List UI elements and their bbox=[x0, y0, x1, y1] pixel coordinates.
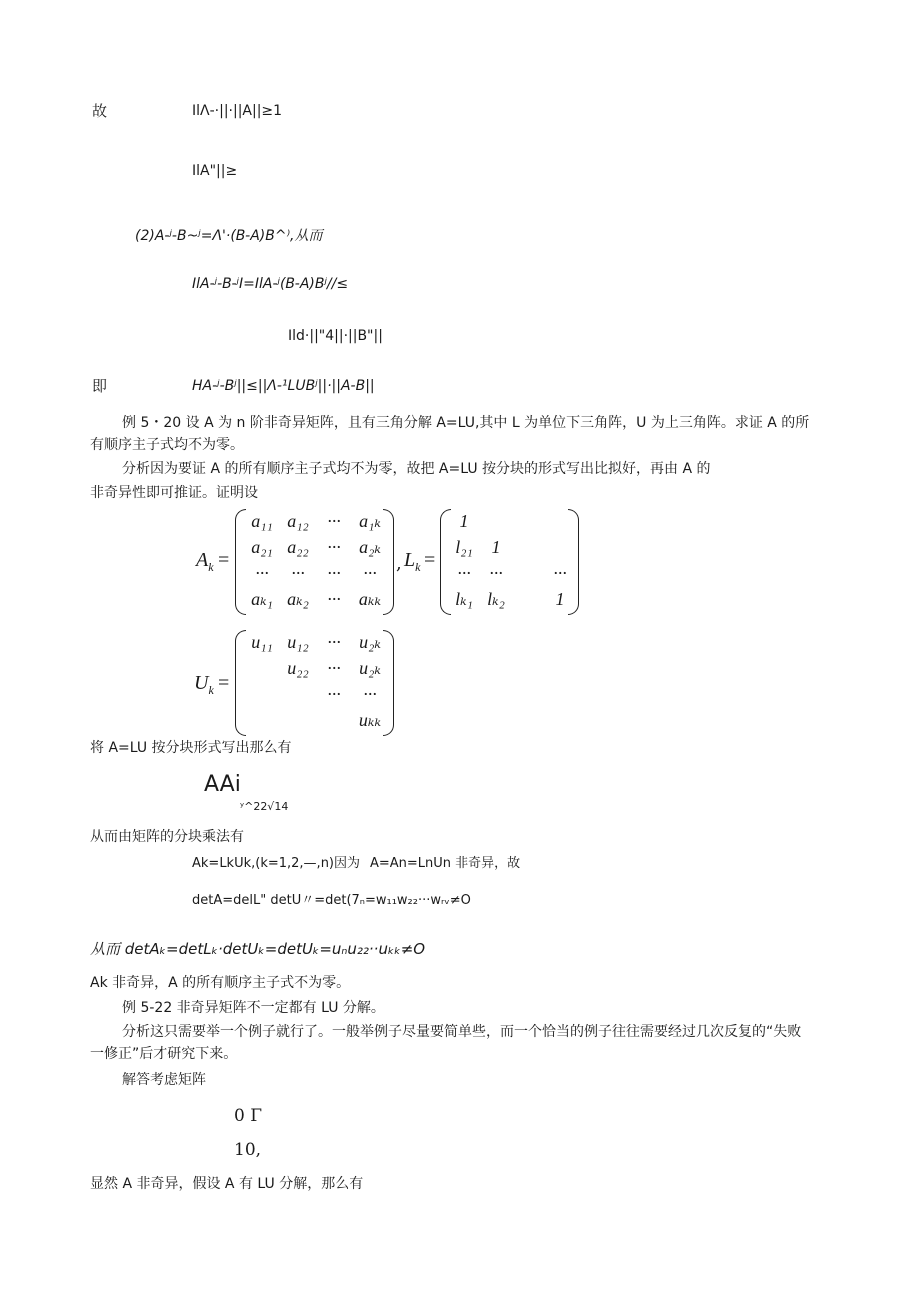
matrix-cell: ··· bbox=[553, 563, 567, 583]
formula-6: HA-ʲ-Bʲ||≤||Λ-¹LUBʲ||·||A-B|| bbox=[192, 378, 375, 394]
matrix-row-2: 10, bbox=[234, 1140, 262, 1160]
ji-label: 即 bbox=[92, 377, 108, 395]
matrix-cell: ··· bbox=[327, 537, 341, 557]
formula-1: IlΛ-·||·||A||≥1 bbox=[192, 103, 283, 119]
matrix-comma: , bbox=[396, 553, 402, 574]
matrix-cell: a₁₂ bbox=[287, 511, 309, 531]
matrix-cell: a₁ₖ bbox=[359, 511, 381, 531]
ak-line-2: A=An=LnUn 非奇异，故 bbox=[370, 856, 521, 871]
matrix-cell: a₂₁ bbox=[251, 537, 273, 557]
matrix-u-eq: = bbox=[218, 672, 230, 694]
formula-2: IlA"||≥ bbox=[192, 163, 238, 179]
matrix-cell: aₖ₁ bbox=[251, 589, 273, 609]
block-intro: 将 A=LU 按分块形式写出那么有 bbox=[90, 740, 292, 756]
matrix-cell: 1 bbox=[459, 511, 469, 531]
matrix-cell: ··· bbox=[327, 658, 341, 678]
formula-4: IlA-ʲ-B-ʲI=IlA-ʲ(B-A)Bʲ//≤ bbox=[192, 276, 349, 292]
matrix-a-k bbox=[190, 507, 400, 617]
matrix-cell: ··· bbox=[291, 563, 305, 583]
matrix-cell: ··· bbox=[327, 511, 341, 531]
answer bbox=[90, 1069, 810, 1091]
matrix-cell: a₁₁ bbox=[251, 511, 273, 531]
matrix-cell: ··· bbox=[327, 684, 341, 704]
matrix-cell: ··· bbox=[327, 563, 341, 583]
matrix-row-1: 0 Γ bbox=[234, 1106, 263, 1126]
final-line: 显然 A 非奇异，假设 A 有 LU 分解，那么有 bbox=[90, 1176, 364, 1192]
matrix-a-eq: = bbox=[218, 549, 230, 571]
matrix-cell: a₂₂ bbox=[287, 537, 309, 557]
matrix-cell: ··· bbox=[363, 563, 377, 583]
matrix-cell: u₁₂ bbox=[287, 632, 309, 652]
matrix-l-right-bracket bbox=[568, 509, 579, 615]
matrix-cell: 1 bbox=[491, 537, 501, 557]
matrix-l-label: $L_k$ bbox=[404, 549, 421, 574]
aai-big: AAi bbox=[204, 772, 241, 797]
analysis-1 bbox=[90, 458, 810, 480]
formula-3: (2)A-ʲ-B~ʲ=Λ'·(B-A)B^⁾,从而 bbox=[135, 228, 323, 244]
matrix-a-label: $A_k$ bbox=[196, 549, 214, 574]
aai-small: ʸ^22√14 bbox=[240, 800, 289, 813]
mult-line: 从而由矩阵的分块乘法有 bbox=[90, 829, 244, 845]
formula-5: Ild·||"4||·||B"|| bbox=[288, 328, 383, 344]
matrix-u-right-bracket bbox=[383, 630, 394, 736]
analysis-2-text: 分析这只需要举一个例子就行了。一般举例子尽量要简单些，而一个恰当的例子往往需要经过几次反复的“失败一修正”后才研究下来。 bbox=[90, 1024, 802, 1062]
example-5-20-text: 例 5・20 设 A 为 n 阶非奇异矩阵，且有三角分解 A=LU,其中 L 为单位下三角阵，U 为上三角阵。求证 A 的所有顺序主子式均不为零。 bbox=[90, 415, 810, 453]
matrix-cell: 1 bbox=[555, 589, 565, 609]
ak-line-1: Ak=LkUk,(k=1,2,—,n)因为 bbox=[192, 856, 361, 871]
matrix-cell: l₂₁ bbox=[455, 537, 473, 557]
matrix-l-eq: = bbox=[424, 549, 436, 571]
matrix-u-k bbox=[190, 628, 400, 738]
analysis-2 bbox=[90, 1021, 810, 1065]
analysis-1-text: 分析因为要证 A 的所有顺序主子式均不为零，故把 A=LU 按分块的形式写出比拟好，再由 A 的 bbox=[122, 461, 711, 477]
example-5-22 bbox=[90, 997, 810, 1019]
matrix-cell: u₂ₖ bbox=[359, 632, 381, 652]
matrix-cell: aₖₖ bbox=[358, 589, 382, 609]
matrix-cell: a₂ₖ bbox=[359, 537, 381, 557]
matrix-cell: u₂₂ bbox=[287, 658, 309, 678]
matrix-cell: u₂ₖ bbox=[359, 658, 381, 678]
matrix-cell: lₖ₁ bbox=[455, 589, 473, 609]
matrix-cell: u₁₁ bbox=[251, 632, 273, 652]
matrix-cell: ··· bbox=[327, 589, 341, 609]
matrix-u-label: $U_k$ bbox=[194, 672, 214, 697]
example-5-22-text: 例 5-22 非奇异矩阵不一定都有 LU 分解。 bbox=[122, 1000, 385, 1016]
gu-label: 故 bbox=[92, 102, 108, 120]
analysis-1b: 非奇异性即可推证。证明设 bbox=[90, 485, 258, 501]
matrix-cell: ··· bbox=[255, 563, 269, 583]
matrix-cell: uₖₖ bbox=[358, 710, 382, 730]
matrix-cell: ··· bbox=[327, 632, 341, 652]
matrix-cell: ··· bbox=[457, 563, 471, 583]
example-5-20 bbox=[90, 412, 810, 456]
matrix-cell: ··· bbox=[363, 684, 377, 704]
det-line-1: detA=delL" detU〃=det(7ₙ=w₁₁w₂₂···wᵣᵥ≠O bbox=[192, 893, 471, 908]
answer-text: 解答考虑矩阵 bbox=[122, 1072, 206, 1088]
matrix-l-k bbox=[400, 507, 585, 617]
matrix-a-right-bracket bbox=[383, 509, 394, 615]
det-line-2: 从而 detAₖ=detLₖ·detUₖ=detUₖ=uₙu₂₂··uₖₖ≠O bbox=[90, 940, 426, 958]
matrix-cell: lₖ₂ bbox=[487, 589, 505, 609]
matrix-cell: aₖ₂ bbox=[287, 589, 309, 609]
matrix-cell: ··· bbox=[489, 563, 503, 583]
conclusion: Ak 非奇异，A 的所有顺序主子式不为零。 bbox=[90, 975, 351, 991]
